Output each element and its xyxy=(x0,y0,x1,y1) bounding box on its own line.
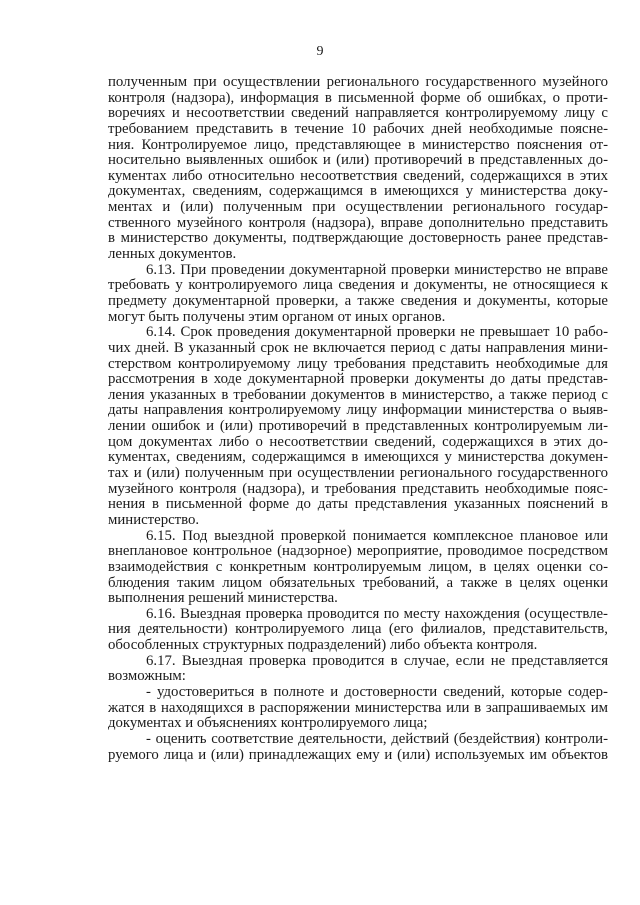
text-line: ственного музейного контроля (надзора), вправе дополнительно представить xyxy=(108,215,608,231)
text-line: в министерство документы, подтверждающие достоверность ранее представ- xyxy=(108,231,608,247)
text-line: министерство. xyxy=(108,512,200,528)
text-line: стерством контролируемому лицу требования представить необходимые для xyxy=(108,356,608,372)
text-line: документах и объяснениях контролируемого лица; xyxy=(108,716,428,732)
text-line: 6.16. Выездная проверка проводится по месту нахождения (осуществле- xyxy=(146,606,608,622)
text-line: могут быть получены этим органом от иных органов. xyxy=(108,309,446,325)
text-line: ментах и (или) полученным при осуществлении регионального государ- xyxy=(108,200,608,216)
text-line: требовать у контролируемого лица сведения и документы, не относящиеся к xyxy=(108,278,608,294)
text-line: блюдения таким лицом обязательных требований, а также в целях оценки xyxy=(108,575,608,591)
text-line: цом документах либо о несоответствии сведений, содержащихся в этих до- xyxy=(108,434,608,450)
text-line: 6.15. Под выездной проверкой понимается комплексное плановое или xyxy=(146,528,608,544)
text-line: жатся в находящихся в распоряжении министерства или в запрашиваемых им xyxy=(108,700,608,716)
text-line: требованием представить в течение 10 рабочих дней необходимые поясне- xyxy=(108,121,608,137)
text-line: возможным: xyxy=(108,669,186,685)
text-line: нения в письменной форме до даты представления указанных пояснений в xyxy=(108,497,608,513)
text-line: лении ошибок и (или) противоречий в представленных контролируемым ли- xyxy=(108,419,608,435)
text-line: рассмотрения в ходе документарной проверки документы до даты представ- xyxy=(108,372,608,388)
text-line: воречиях и несоответствии сведений направляется контролируемому лицу с xyxy=(108,106,608,122)
text-line: кументах, сведениям, содержащимся в имеющихся у министерства докумен- xyxy=(108,450,608,466)
text-line: 6.14. Срок проведения документарной проверки не превышает 10 рабо- xyxy=(146,325,608,341)
text-line: 6.17. Выездная проверка проводится в случае, если не представляется xyxy=(146,653,608,669)
text-line: тах и (или) полученным при осуществлении регионального государственного xyxy=(108,466,608,482)
text-line: взаимодействия с конкретным контролируемым лицом, в целях оценки со- xyxy=(108,559,608,575)
text-line: внеплановое контрольное (надзорное) мероприятие, проводимое посредством xyxy=(108,544,608,560)
text-line: носительно выявленных ошибок и (или) противоречий в представленных до- xyxy=(108,153,608,169)
text-line: чих дней. В указанный срок не включается период с даты направления мини- xyxy=(108,340,608,356)
text-line: кументах либо относительно несоответствия сведений, содержащихся в этих xyxy=(108,168,608,184)
text-line: ленных документов. xyxy=(108,247,237,263)
text-line: ния. Контролируемое лицо, представляющее в министерство пояснения от- xyxy=(108,137,608,153)
body-text xyxy=(108,75,608,763)
text-line: выполнения решений министерства. xyxy=(108,591,338,607)
text-line: - удостовериться в полноте и достоверности сведений, которые содер- xyxy=(146,684,608,700)
text-line: музейного контроля (надзора), и требования представить необходимые пояс- xyxy=(108,481,608,497)
text-line: даты направления контролируемому лицу информации министерства о выяв- xyxy=(108,403,608,419)
text-line: обособленных структурных подразделений) либо объекта контроля. xyxy=(108,638,538,654)
text-line: контроля (надзора), информация в письменной форме об ошибках, о проти- xyxy=(108,90,608,106)
text-line: - оценить соответствие деятельности, действий (бездействия) контроли- xyxy=(146,731,608,747)
text-line: ления указанных в требовании документов в министерство, а также период с xyxy=(108,387,608,403)
text-line: полученным при осуществлении регионального государственного музейного xyxy=(108,75,608,90)
text-line: ния деятельности) контролируемого лица (его филиалов, представительств, xyxy=(108,622,608,638)
text-line: документах, сведениям, содержащимся в имеющихся у министерства доку- xyxy=(108,184,608,200)
page-number: 9 xyxy=(316,44,324,59)
text-line: 6.13. При проведении документарной проверки министерство не вправе xyxy=(146,262,608,278)
text-line: руемого лица и (или) принадлежащих ему и (или) используемых им объектов xyxy=(108,747,608,763)
text-line: предмету документарной проверки, а также сведения и документы, которые xyxy=(108,293,608,309)
